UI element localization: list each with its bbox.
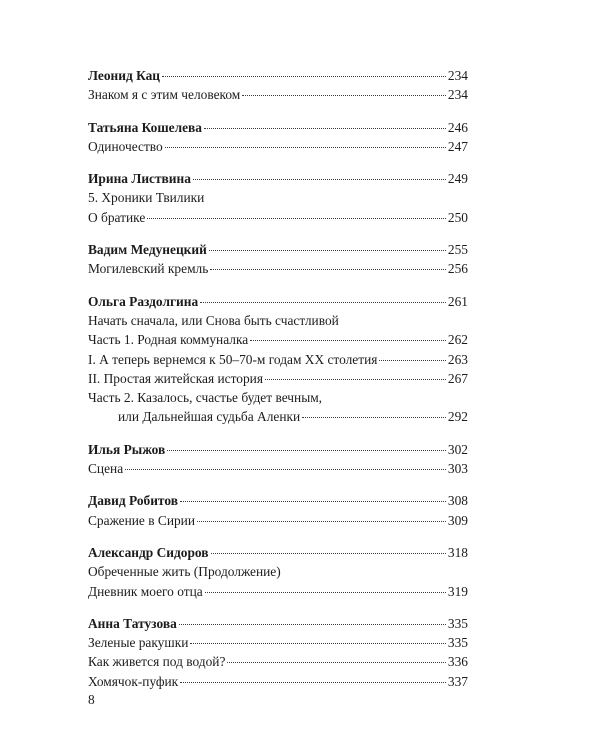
toc-entry-page-number: 303 <box>447 461 468 477</box>
dot-leader <box>165 147 446 148</box>
toc-section <box>88 292 468 427</box>
toc-entry-title: Могилевский кремль <box>88 261 209 277</box>
author-heading[interactable] <box>88 169 468 188</box>
dot-leader <box>125 469 446 470</box>
author-heading-title: Татьяна Кошелева <box>88 119 202 135</box>
dot-leader <box>211 553 446 554</box>
dot-leader <box>200 302 446 303</box>
author-heading-title: Илья Рыжов <box>88 441 166 457</box>
author-heading[interactable] <box>88 66 468 85</box>
toc-entry-title: Сцена <box>88 461 124 477</box>
table-of-contents <box>88 66 468 704</box>
dot-leader <box>204 128 446 129</box>
toc-entry-title: 5. Хроники Твилики <box>88 190 205 206</box>
author-heading-page-number: 308 <box>447 493 468 509</box>
toc-section <box>88 240 468 279</box>
dot-leader <box>193 179 446 180</box>
toc-entry-title: Зеленые ракушки <box>88 635 189 651</box>
toc-entry[interactable] <box>88 672 468 691</box>
author-heading[interactable] <box>88 292 468 311</box>
toc-entry-page-number: 336 <box>447 654 468 670</box>
toc-entry-title: Одиночество <box>88 138 163 154</box>
author-heading-title: Вадим Медунецкий <box>88 242 207 258</box>
author-heading-page-number: 234 <box>447 68 468 83</box>
toc-entry-page-number: 256 <box>447 261 468 277</box>
toc-entry-title: О братике <box>88 209 146 225</box>
toc-entry-title: II. Простая житейская история <box>88 370 263 386</box>
toc-entry-page-number: 309 <box>447 512 468 528</box>
author-heading-page-number: 302 <box>447 441 468 457</box>
toc-section <box>88 491 468 530</box>
toc-entry-page-number: 335 <box>447 635 468 651</box>
author-heading[interactable] <box>88 543 468 562</box>
author-heading-page-number: 261 <box>447 293 468 309</box>
dot-leader <box>379 360 445 361</box>
author-heading-title: Леонид Кац <box>88 68 161 83</box>
dot-leader <box>227 662 445 663</box>
toc-entry[interactable] <box>88 562 468 581</box>
toc-section <box>88 169 468 227</box>
toc-entry[interactable] <box>88 511 468 530</box>
toc-entry[interactable] <box>88 137 468 156</box>
author-heading-title: Анна Татузова <box>88 615 177 631</box>
toc-entry-title: Часть 1. Родная коммуналка <box>88 332 249 348</box>
toc-entry[interactable] <box>88 633 468 652</box>
toc-entry[interactable] <box>88 350 468 369</box>
author-heading[interactable] <box>88 118 468 137</box>
dot-leader <box>179 624 446 625</box>
toc-entry-title: или Дальнейшая судьба Аленки <box>118 409 301 425</box>
toc-entry-page-number: 319 <box>447 583 468 599</box>
toc-entry-page-number: 234 <box>447 87 468 103</box>
toc-entry[interactable] <box>88 85 468 104</box>
dot-leader <box>302 417 446 418</box>
toc-section <box>88 440 468 479</box>
toc-section <box>88 118 468 157</box>
toc-section <box>88 614 468 691</box>
toc-entry-page-number: 267 <box>447 370 468 386</box>
toc-entry-page-number: 337 <box>447 673 468 689</box>
author-heading-title: Ольга Раздолгина <box>88 293 199 309</box>
toc-section <box>88 66 468 105</box>
toc-entry-page-number: 247 <box>447 138 468 154</box>
dot-leader <box>265 379 446 380</box>
toc-entry-title: Знаком я с этим человеком <box>88 87 241 103</box>
toc-entry[interactable] <box>88 652 468 671</box>
author-heading-title: Ирина Листвина <box>88 171 191 187</box>
toc-section <box>88 543 468 601</box>
dot-leader <box>210 269 446 270</box>
toc-entry-page-number: 250 <box>447 209 468 225</box>
author-heading[interactable] <box>88 491 468 510</box>
author-heading[interactable] <box>88 440 468 459</box>
toc-entry[interactable] <box>88 188 468 207</box>
toc-entry-title: I. А теперь вернемся к 50–70-м годам XX столетия <box>88 351 378 367</box>
dot-leader <box>180 501 446 502</box>
author-heading-page-number: 335 <box>447 615 468 631</box>
dot-leader <box>250 340 446 341</box>
author-heading[interactable] <box>88 614 468 633</box>
toc-entry[interactable] <box>88 459 468 478</box>
dot-leader <box>147 218 446 219</box>
toc-entry[interactable] <box>88 407 468 426</box>
author-heading[interactable] <box>88 240 468 259</box>
dot-leader <box>209 250 446 251</box>
page-number: 8 <box>88 692 95 707</box>
dot-leader <box>167 450 446 451</box>
dot-leader <box>190 643 446 644</box>
author-heading-page-number: 249 <box>447 171 468 187</box>
author-heading-page-number: 255 <box>447 242 468 258</box>
toc-entry-page-number: 263 <box>447 351 468 367</box>
toc-entry-page-number: 292 <box>447 409 468 425</box>
toc-entry[interactable] <box>88 582 468 601</box>
toc-entry[interactable] <box>88 259 468 278</box>
toc-entry[interactable] <box>88 208 468 227</box>
dot-leader <box>197 521 446 522</box>
toc-entry-title: Начать сначала, или Снова быть счастливой <box>88 312 339 328</box>
dot-leader <box>180 682 446 683</box>
author-heading-title: Александр Сидоров <box>88 544 209 560</box>
toc-entry-page-number: 262 <box>447 332 468 348</box>
toc-entry-title: Часть 2. Казалось, счастье будет вечным, <box>88 390 323 406</box>
dot-leader <box>242 95 446 96</box>
toc-entry-title: Хомячок-пуфик <box>88 673 179 689</box>
toc-entry[interactable] <box>88 330 468 349</box>
dot-leader <box>162 76 446 77</box>
toc-entry-title: Как живется под водой? <box>88 654 226 670</box>
author-heading-page-number: 246 <box>447 119 468 135</box>
toc-entry[interactable] <box>88 311 468 330</box>
toc-entry-title: Сражение в Сирии <box>88 512 196 528</box>
author-heading-title: Давид Робитов <box>88 493 178 509</box>
toc-entry-title: Дневник моего отца <box>88 583 203 599</box>
toc-entry-title: Обреченные жить (Продолжение) <box>88 564 281 580</box>
author-heading-page-number: 318 <box>447 544 468 560</box>
toc-entry[interactable] <box>88 388 468 407</box>
toc-entry[interactable] <box>88 369 468 388</box>
dot-leader <box>205 592 446 593</box>
